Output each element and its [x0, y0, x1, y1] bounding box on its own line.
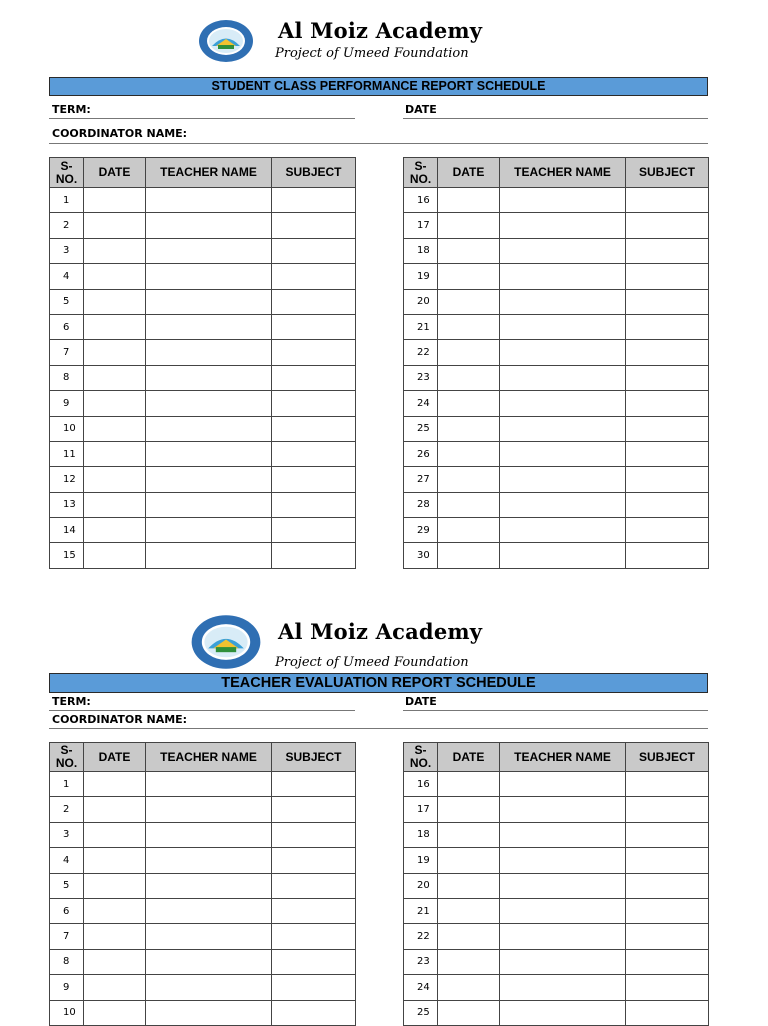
table-row [50, 873, 356, 898]
teacher-name-cell[interactable] [146, 264, 272, 289]
teacher-name-cell[interactable] [500, 314, 626, 339]
table-row [50, 924, 356, 949]
teacher-name-cell[interactable] [146, 924, 272, 949]
table-row [404, 543, 709, 568]
subject-cell[interactable] [626, 238, 709, 263]
row-number: 16 [404, 188, 438, 213]
column-header-sno: S- NO. [404, 743, 438, 772]
teacher-name-cell[interactable] [146, 975, 272, 1000]
column-header-teacher-name: TEACHER NAME [146, 743, 272, 772]
row-number: 13 [50, 492, 84, 517]
coordinator-label: COORDINATOR NAME: [52, 127, 188, 140]
table-row [50, 1000, 356, 1025]
table-row [50, 797, 356, 822]
teacher-name-cell[interactable] [146, 898, 272, 923]
table-row [404, 772, 709, 797]
row-number: 29 [404, 518, 438, 543]
table-row [50, 492, 356, 517]
date-cell[interactable] [438, 949, 500, 974]
schedule-table-left [49, 742, 356, 1026]
date-cell[interactable] [84, 898, 146, 923]
subject-cell[interactable] [272, 924, 356, 949]
date-underline [403, 710, 708, 711]
subject-cell[interactable] [626, 848, 709, 873]
teacher-name-cell[interactable] [500, 543, 626, 568]
subject-cell[interactable] [626, 289, 709, 314]
coordinator-underline [49, 728, 708, 729]
schedule-table-left [49, 157, 356, 569]
column-header-date: DATE [438, 743, 500, 772]
teacher-name-cell[interactable] [146, 289, 272, 314]
table-row [404, 797, 709, 822]
row-number: 26 [404, 441, 438, 466]
teacher-name-cell[interactable] [500, 873, 626, 898]
subject-cell[interactable] [626, 264, 709, 289]
table-row [50, 365, 356, 390]
row-number: 23 [404, 949, 438, 974]
subject-cell[interactable] [626, 518, 709, 543]
subject-cell[interactable] [272, 797, 356, 822]
teacher-name-cell[interactable] [500, 391, 626, 416]
subject-cell[interactable] [272, 873, 356, 898]
date-cell[interactable] [84, 441, 146, 466]
row-number: 10 [50, 1000, 84, 1025]
report-title-bar: TEACHER EVALUATION REPORT SCHEDULE [49, 673, 708, 693]
table-row [50, 518, 356, 543]
row-number: 9 [50, 391, 84, 416]
teacher-name-cell[interactable] [500, 188, 626, 213]
subject-cell[interactable] [626, 873, 709, 898]
subject-cell[interactable] [272, 264, 356, 289]
row-number: 17 [404, 797, 438, 822]
table-row [50, 898, 356, 923]
row-number: 8 [50, 949, 84, 974]
teacher-name-cell[interactable] [146, 467, 272, 492]
row-number: 22 [404, 340, 438, 365]
academy-name: Al Moiz Academy [278, 18, 483, 43]
date-cell[interactable] [84, 238, 146, 263]
date-cell[interactable] [84, 467, 146, 492]
teacher-name-cell[interactable] [500, 797, 626, 822]
date-cell[interactable] [84, 1000, 146, 1025]
column-header-sno: S- NO. [50, 743, 84, 772]
teacher-name-cell[interactable] [500, 949, 626, 974]
date-cell[interactable] [84, 492, 146, 517]
column-header-teacher-name: TEACHER NAME [146, 158, 272, 188]
date-cell[interactable] [438, 975, 500, 1000]
teacher-name-cell[interactable] [500, 822, 626, 847]
table-row [50, 543, 356, 568]
subject-cell[interactable] [626, 949, 709, 974]
row-number: 1 [50, 772, 84, 797]
teacher-name-cell[interactable] [500, 975, 626, 1000]
table-row [50, 772, 356, 797]
row-number: 27 [404, 467, 438, 492]
date-cell[interactable] [438, 340, 500, 365]
teacher-name-cell[interactable] [146, 416, 272, 441]
date-label: DATE [405, 103, 437, 116]
subject-cell[interactable] [626, 1000, 709, 1025]
date-cell[interactable] [438, 822, 500, 847]
row-number: 22 [404, 924, 438, 949]
term-label: TERM: [52, 695, 91, 708]
teacher-name-cell[interactable] [146, 441, 272, 466]
table-row [404, 949, 709, 974]
teacher-name-cell[interactable] [146, 822, 272, 847]
column-header-subject: SUBJECT [626, 158, 709, 188]
table-row [404, 188, 709, 213]
date-cell[interactable] [438, 797, 500, 822]
academy-subtitle: Project of Umeed Foundation [275, 655, 469, 670]
table-row [404, 975, 709, 1000]
date-cell[interactable] [84, 391, 146, 416]
subject-cell[interactable] [272, 365, 356, 390]
teacher-name-cell[interactable] [500, 848, 626, 873]
row-number: 8 [50, 365, 84, 390]
teacher-name-cell[interactable] [146, 772, 272, 797]
row-number: 6 [50, 314, 84, 339]
row-number: 21 [404, 314, 438, 339]
date-cell[interactable] [438, 1000, 500, 1025]
teacher-name-cell[interactable] [146, 492, 272, 517]
date-cell[interactable] [438, 873, 500, 898]
subject-cell[interactable] [272, 314, 356, 339]
table-row [404, 492, 709, 517]
row-number: 2 [50, 213, 84, 238]
date-cell[interactable] [84, 848, 146, 873]
date-cell[interactable] [438, 848, 500, 873]
subject-cell[interactable] [626, 898, 709, 923]
column-header-subject: SUBJECT [272, 743, 356, 772]
row-number: 14 [50, 518, 84, 543]
subject-cell[interactable] [272, 467, 356, 492]
teacher-name-cell[interactable] [146, 188, 272, 213]
table-row [50, 391, 356, 416]
teacher-name-cell[interactable] [500, 924, 626, 949]
table-row [50, 416, 356, 441]
subject-cell[interactable] [272, 238, 356, 263]
row-number: 28 [404, 492, 438, 517]
subject-cell[interactable] [626, 822, 709, 847]
date-cell[interactable] [438, 264, 500, 289]
row-number: 19 [404, 264, 438, 289]
teacher-name-cell[interactable] [146, 340, 272, 365]
date-cell[interactable] [84, 543, 146, 568]
coordinator-underline [49, 143, 708, 144]
teacher-name-cell[interactable] [146, 949, 272, 974]
row-number: 12 [50, 467, 84, 492]
academy-subtitle: Project of Umeed Foundation [275, 46, 469, 61]
table-row [404, 898, 709, 923]
table-row [404, 441, 709, 466]
date-cell[interactable] [84, 264, 146, 289]
row-number: 25 [404, 416, 438, 441]
date-cell[interactable] [438, 518, 500, 543]
teacher-name-cell[interactable] [146, 238, 272, 263]
row-number: 6 [50, 898, 84, 923]
row-number: 5 [50, 873, 84, 898]
date-cell[interactable] [438, 441, 500, 466]
teacher-name-cell[interactable] [500, 213, 626, 238]
table-row [50, 848, 356, 873]
subject-cell[interactable] [272, 848, 356, 873]
table-row [404, 391, 709, 416]
subject-cell[interactable] [626, 543, 709, 568]
table-row [404, 289, 709, 314]
column-header-sno: S- NO. [404, 158, 438, 188]
teacher-name-cell[interactable] [500, 492, 626, 517]
table-row [404, 873, 709, 898]
column-header-teacher-name: TEACHER NAME [500, 743, 626, 772]
academy-name: Al Moiz Academy [278, 619, 483, 644]
date-cell[interactable] [84, 188, 146, 213]
column-header-date: DATE [84, 158, 146, 188]
table-row [50, 264, 356, 289]
row-number: 3 [50, 238, 84, 263]
date-cell[interactable] [438, 365, 500, 390]
date-cell[interactable] [438, 772, 500, 797]
row-number: 10 [50, 416, 84, 441]
table-row [50, 238, 356, 263]
table-row [50, 822, 356, 847]
teacher-name-cell[interactable] [146, 797, 272, 822]
column-header-date: DATE [438, 158, 500, 188]
teacher-name-cell[interactable] [146, 848, 272, 873]
table-row [404, 264, 709, 289]
subject-cell[interactable] [626, 188, 709, 213]
subject-cell[interactable] [272, 949, 356, 974]
teacher-name-cell[interactable] [500, 365, 626, 390]
date-cell[interactable] [438, 213, 500, 238]
table-row [50, 340, 356, 365]
table-row [404, 213, 709, 238]
subject-cell[interactable] [626, 314, 709, 339]
subject-cell[interactable] [626, 492, 709, 517]
date-cell[interactable] [84, 975, 146, 1000]
table-row [50, 975, 356, 1000]
date-cell[interactable] [84, 289, 146, 314]
table-row [50, 188, 356, 213]
date-cell[interactable] [84, 797, 146, 822]
date-cell[interactable] [438, 898, 500, 923]
table-row [50, 441, 356, 466]
teacher-name-cell[interactable] [500, 289, 626, 314]
date-cell[interactable] [438, 543, 500, 568]
table-row [404, 416, 709, 441]
teacher-name-cell[interactable] [146, 314, 272, 339]
row-number: 30 [404, 543, 438, 568]
row-number: 2 [50, 797, 84, 822]
teacher-name-cell[interactable] [500, 467, 626, 492]
subject-cell[interactable] [626, 975, 709, 1000]
date-cell[interactable] [438, 492, 500, 517]
date-cell[interactable] [438, 289, 500, 314]
date-cell[interactable] [84, 340, 146, 365]
teacher-name-cell[interactable] [146, 518, 272, 543]
date-cell[interactable] [438, 467, 500, 492]
date-cell[interactable] [84, 924, 146, 949]
term-label: TERM: [52, 103, 91, 116]
date-cell[interactable] [84, 416, 146, 441]
teacher-name-cell[interactable] [500, 518, 626, 543]
table-row [50, 213, 356, 238]
column-header-subject: SUBJECT [626, 743, 709, 772]
table-row [404, 314, 709, 339]
subject-cell[interactable] [626, 467, 709, 492]
table-row [404, 238, 709, 263]
row-number: 7 [50, 924, 84, 949]
subject-cell[interactable] [272, 340, 356, 365]
row-number: 20 [404, 289, 438, 314]
subject-cell[interactable] [272, 1000, 356, 1025]
column-header-sno: S- NO. [50, 158, 84, 188]
term-underline [49, 118, 355, 119]
date-cell[interactable] [84, 213, 146, 238]
table-row [50, 467, 356, 492]
subject-cell[interactable] [626, 416, 709, 441]
subject-cell[interactable] [272, 822, 356, 847]
coordinator-label: COORDINATOR NAME: [52, 713, 188, 726]
subject-cell[interactable] [272, 213, 356, 238]
date-cell[interactable] [438, 416, 500, 441]
row-number: 17 [404, 213, 438, 238]
teacher-name-cell[interactable] [146, 873, 272, 898]
subject-cell[interactable] [626, 772, 709, 797]
table-row [404, 518, 709, 543]
date-underline [403, 118, 708, 119]
subject-cell[interactable] [626, 924, 709, 949]
row-number: 19 [404, 848, 438, 873]
schedule-table-right [403, 157, 709, 569]
table-row [50, 314, 356, 339]
subject-cell[interactable] [272, 543, 356, 568]
subject-cell[interactable] [626, 441, 709, 466]
row-number: 1 [50, 188, 84, 213]
row-number: 5 [50, 289, 84, 314]
subject-cell[interactable] [626, 365, 709, 390]
table-row [404, 467, 709, 492]
teacher-name-cell[interactable] [500, 264, 626, 289]
date-cell[interactable] [84, 949, 146, 974]
row-number: 9 [50, 975, 84, 1000]
table-row [50, 289, 356, 314]
teacher-name-cell[interactable] [500, 238, 626, 263]
teacher-name-cell[interactable] [146, 391, 272, 416]
subject-cell[interactable] [272, 772, 356, 797]
column-header-subject: SUBJECT [272, 158, 356, 188]
teacher-name-cell[interactable] [500, 772, 626, 797]
table-row [50, 949, 356, 974]
row-number: 20 [404, 873, 438, 898]
table-row [404, 365, 709, 390]
academy-logo [198, 19, 254, 63]
subject-cell[interactable] [626, 340, 709, 365]
row-number: 15 [50, 543, 84, 568]
teacher-name-cell[interactable] [500, 441, 626, 466]
row-number: 4 [50, 264, 84, 289]
row-number: 24 [404, 975, 438, 1000]
teacher-name-cell[interactable] [146, 213, 272, 238]
row-number: 18 [404, 822, 438, 847]
subject-cell[interactable] [272, 441, 356, 466]
row-number: 21 [404, 898, 438, 923]
date-cell[interactable] [438, 314, 500, 339]
row-number: 23 [404, 365, 438, 390]
row-number: 18 [404, 238, 438, 263]
date-cell[interactable] [84, 822, 146, 847]
date-cell[interactable] [84, 314, 146, 339]
date-cell[interactable] [84, 518, 146, 543]
subject-cell[interactable] [626, 797, 709, 822]
teacher-name-cell[interactable] [146, 365, 272, 390]
teacher-name-cell[interactable] [500, 898, 626, 923]
subject-cell[interactable] [272, 975, 356, 1000]
row-number: 24 [404, 391, 438, 416]
subject-cell[interactable] [272, 518, 356, 543]
teacher-name-cell[interactable] [500, 340, 626, 365]
table-row [404, 848, 709, 873]
date-cell[interactable] [438, 391, 500, 416]
column-header-date: DATE [84, 743, 146, 772]
schedule-table-right [403, 742, 709, 1026]
table-row [404, 924, 709, 949]
subject-cell[interactable] [272, 492, 356, 517]
teacher-name-cell[interactable] [146, 1000, 272, 1025]
subject-cell[interactable] [272, 289, 356, 314]
term-underline [49, 710, 355, 711]
subject-cell[interactable] [626, 391, 709, 416]
report-title-bar: STUDENT CLASS PERFORMANCE REPORT SCHEDULE [49, 77, 708, 96]
date-label: DATE [405, 695, 437, 708]
row-number: 25 [404, 1000, 438, 1025]
date-cell[interactable] [84, 873, 146, 898]
date-cell[interactable] [84, 365, 146, 390]
row-number: 16 [404, 772, 438, 797]
table-row [404, 822, 709, 847]
subject-cell[interactable] [626, 213, 709, 238]
row-number: 7 [50, 340, 84, 365]
table-row [404, 340, 709, 365]
row-number: 11 [50, 441, 84, 466]
teacher-name-cell[interactable] [500, 1000, 626, 1025]
subject-cell[interactable] [272, 416, 356, 441]
teacher-name-cell[interactable] [500, 416, 626, 441]
academy-logo [190, 614, 262, 670]
subject-cell[interactable] [272, 898, 356, 923]
table-row [404, 1000, 709, 1025]
date-cell[interactable] [438, 924, 500, 949]
subject-cell[interactable] [272, 188, 356, 213]
column-header-teacher-name: TEACHER NAME [500, 158, 626, 188]
row-number: 4 [50, 848, 84, 873]
row-number: 3 [50, 822, 84, 847]
subject-cell[interactable] [272, 391, 356, 416]
date-cell[interactable] [438, 188, 500, 213]
teacher-name-cell[interactable] [146, 543, 272, 568]
date-cell[interactable] [84, 772, 146, 797]
date-cell[interactable] [438, 238, 500, 263]
